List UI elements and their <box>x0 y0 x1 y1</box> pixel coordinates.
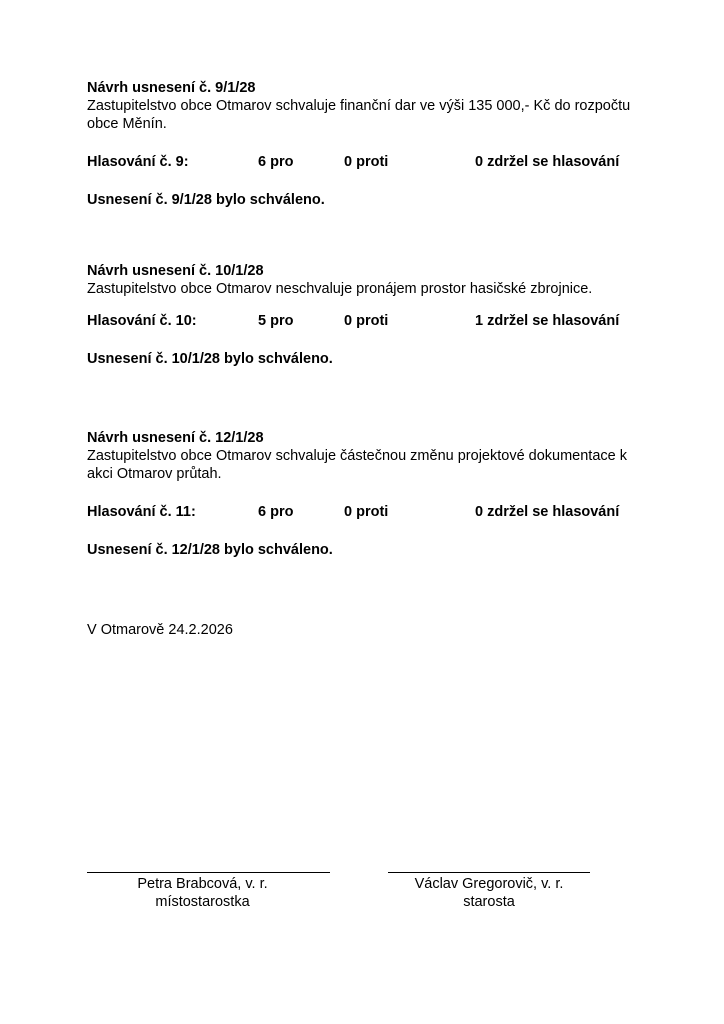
resolution-result: Usnesení č. 10/1/28 bylo schváleno. <box>87 351 333 367</box>
vote-abstain: 1 zdržel se hlasování <box>475 313 620 329</box>
signature-role: místostarostka <box>155 894 250 910</box>
vote-pro: 6 pro <box>258 504 294 520</box>
signature-line <box>388 872 590 873</box>
resolution-text-line: Zastupitelstvo obce Otmarov schvaluje částečnou změnu projektové dokumentace k <box>87 448 627 464</box>
vote-abstain: 0 zdržel se hlasování <box>475 154 620 170</box>
resolution-text-line: obce Měnín. <box>87 116 167 132</box>
resolution-text-line: akci Otmarov průtah. <box>87 466 222 482</box>
vote-proti: 0 proti <box>344 154 389 170</box>
resolution-heading: Návrh usnesení č. 12/1/28 <box>87 430 264 446</box>
place-date: V Otmarově 24.2.2026 <box>87 622 233 638</box>
resolution-block-10 <box>87 262 647 368</box>
vote-label: Hlasování č. 11: <box>87 504 196 520</box>
resolution-heading: Návrh usnesení č. 10/1/28 <box>87 263 264 279</box>
vote-proti: 0 proti <box>344 313 389 329</box>
resolution-block-12 <box>87 429 647 559</box>
vote-row <box>87 503 647 521</box>
vote-pro: 5 pro <box>258 313 294 329</box>
signature-line <box>87 872 330 873</box>
resolution-block-9 <box>87 79 647 209</box>
vote-row <box>87 312 647 330</box>
vote-row <box>87 153 647 171</box>
resolution-result: Usnesení č. 9/1/28 bylo schváleno. <box>87 192 325 208</box>
signature-right <box>388 872 590 911</box>
signature-left <box>87 872 330 911</box>
signature-name: Petra Brabcová, v. r. <box>137 876 268 892</box>
vote-label: Hlasování č. 9: <box>87 154 189 170</box>
vote-proti: 0 proti <box>344 504 389 520</box>
signature-role: starosta <box>463 894 515 910</box>
vote-label: Hlasování č. 10: <box>87 313 197 329</box>
resolution-heading: Návrh usnesení č. 9/1/28 <box>87 80 256 96</box>
vote-abstain: 0 zdržel se hlasování <box>475 504 620 520</box>
resolution-text-line: Zastupitelstvo obce Otmarov neschvaluje pronájem prostor hasičské zbrojnice. <box>87 281 593 297</box>
resolution-text-line: Zastupitelstvo obce Otmarov schvaluje finanční dar ve výši 135 000,- Kč do rozpočtu <box>87 98 631 114</box>
resolution-result: Usnesení č. 12/1/28 bylo schváleno. <box>87 542 333 558</box>
signature-name: Václav Gregorovič, v. r. <box>414 876 564 892</box>
vote-pro: 6 pro <box>258 154 294 170</box>
